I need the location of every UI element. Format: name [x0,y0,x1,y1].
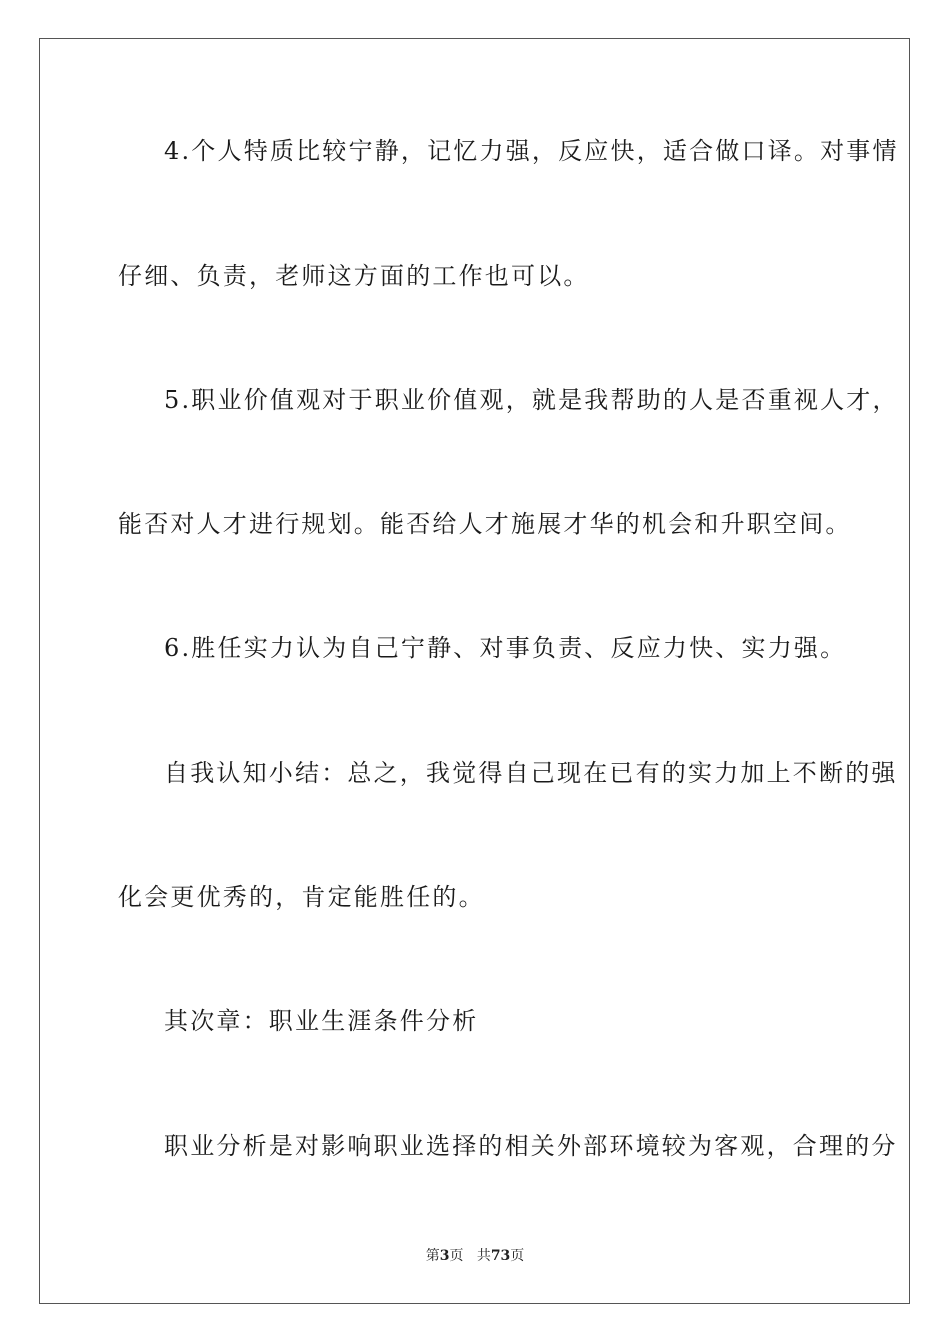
page-number: 3 [439,1248,450,1264]
section-heading: 其次章：职业生涯条件分析 [164,1007,479,1035]
page-suffix: 页 [449,1248,464,1264]
paragraph-line: 能否对人才进行规划。能否给人才施展才华的机会和升职空间。 [118,510,852,538]
paragraph-line: 5.职业价值观对于职业价值观，就是我帮助的人是否重视人才， [164,386,899,414]
paragraph-line: 仔细、负责，老师这方面的工作也可以。 [118,262,590,290]
page-footer [0,1247,950,1265]
page-border [39,38,910,1304]
total-pages: 73 [490,1248,511,1264]
page-prefix: 第 [425,1248,440,1264]
paragraph-line: 化会更优秀的，肯定能胜任的。 [118,883,485,911]
paragraph-line: 自我认知小结：总之，我觉得自己现在已有的实力加上不断的强 [164,759,898,787]
paragraph-line: 6.胜任实力认为自己宁静、对事负责、反应力快、实力强。 [164,634,847,662]
total-prefix: 共 [476,1248,491,1264]
total-suffix: 页 [510,1248,525,1264]
paragraph-line: 职业分析是对影响职业选择的相关外部环境较为客观，合理的分 [164,1132,898,1160]
paragraph-line: 4.个人特质比较宁静，记忆力强，反应快，适合做口译。对事情 [164,137,899,165]
